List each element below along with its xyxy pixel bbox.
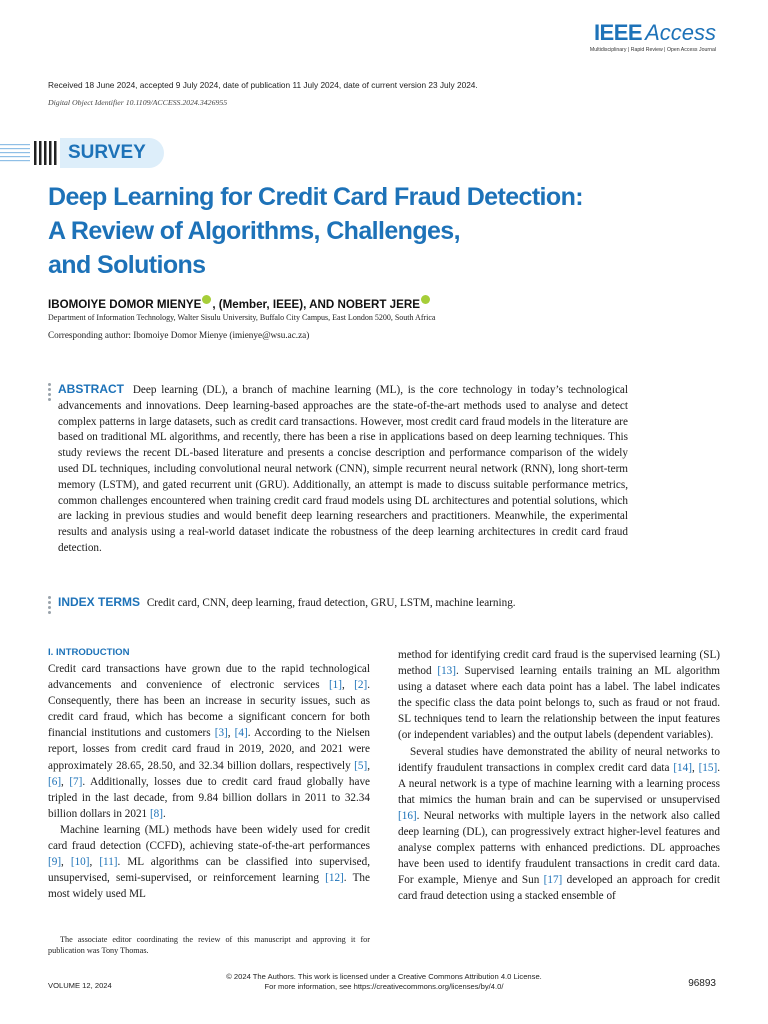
ieee-access-logo [590,20,716,53]
text-run: . A neural network is a type of machine learning with a learning process that mimics the human brain and can be supervised or unsupervised [398,761,721,806]
department: Department of Information Technology, Walter Sisulu University, Buffalo City Campus, East London 5200, South Africa [48,313,436,322]
license-footer [0,972,768,991]
paper-title [48,180,688,282]
text-run: . Supervised learning entails training an ML algorithm using a dataset where each data point has a label. The label indicates the specific class the data point belongs to, such as fraud or not fraud. SL techniques tend to learn the relationship between the input features (or independent variables) and the output labels (dependent variables). [398,665,721,742]
text-run: , [691,761,699,774]
title-line-2: A Review of Algorithms, Challenges, [48,217,460,245]
abstract-text: Deep learning (DL), a branch of machine learning (ML), is the core technology in today’s technological advancements and innovations. Deep learning-based approaches are the state-of-the-art methods used to analyse and detect complex patterns in large datasets, such as credit card transactions. However, most credit card fraud models in the literature are based on traditional ML algorithms, and recently, there has been a rise in applications based on deep learning techniques. This study reviews the recent DL-based literature and presents a concise description and performance comparison of the widely used DL techniques, including convolutional neural network (CNN), simple recurrent neural network (RNN), long short-term memory (LSTM), and gated recurrent unit (GRU). Additionally, an attempt is made to discuss suitable performance metrics, common challenges encountered when training credit card fraud models using DL architectures and potential solutions, which are lacking in previous studies and would benefit deep learning researchers and practitioners. Meanwhile, the experimental results and analysis using a real-world dataset indicate the robustness of the deep learning architectures in credit card fraud detection. [58,384,629,554]
citation-link[interactable]: [2] [354,679,368,692]
logo-tagline: Multidisciplinary | Rapid Review | Open Access Journal [589,47,716,53]
author-affiliation-and-author-2: , (Member, IEEE), AND NOBERT JERE [212,298,420,311]
citation-link[interactable]: [1] [328,679,342,692]
text-run: , [342,679,355,692]
citation-link[interactable]: [3] [214,727,228,740]
doi: Digital Object Identifier 10.1109/ACCESS.2024.3426955 [48,98,228,107]
text-run: , [61,856,71,869]
citation-link[interactable]: [7] [69,775,83,788]
text-run: , [227,727,235,740]
text-run: . Consequently, there has been an increase in security issues, such as credit card fraud, which has become a significant concern for both financial institutions and customers [48,679,370,740]
logo-ieee-text: IEEE [593,20,643,45]
text-run: . Neural networks with multiple layers in the network also called deep learning (DL), can progressively extract higher-level features and analyse complex patterns with enhanced predictions. DL approaches have been used to identify fraudulent transactions in credit card data. For example, Mienye and Sun [398,809,720,887]
text-run: , [89,856,100,869]
text-run: . According to the Nielsen report, losses from credit card fraud in 2019, 2020, and 2021 were approximately 28.65, 28.50, and 32.34 billion dollars, respectively [48,727,371,772]
citation-link[interactable]: [16] [398,809,417,822]
volume-label: VOLUME 12, 2024 [48,981,112,990]
survey-bars-icon [0,138,60,168]
left-column [48,646,370,902]
title-line-3: and Solutions [48,251,206,279]
intro-paragraph-2 [48,822,370,902]
orcid-icon[interactable] [202,295,211,304]
citation-link[interactable]: [4] [234,727,248,740]
footnote [48,934,370,956]
citation-link[interactable]: [11] [99,856,118,869]
text-run: developed an approach for credit card fraud detection using a stacked ensemble of [398,874,720,903]
license-line-1: © 2024 The Authors. This work is licensed under a Creative Commons Attribution 4.0 License. [226,972,542,981]
license-line-2[interactable]: For more information, see https://creativecommons.org/licenses/by/4.0/ [264,981,504,991]
text-run: . Additionally, losses due to credit card fraud globally have tripled in the last decade, from 9.84 billion dollars in 2011 to 32.34 billion dollars in 2021 [48,775,370,820]
received-dates: Received 18 June 2024, accepted 9 July 2024, date of publication 11 July 2024, date of current version 23 July 2024. [48,80,478,90]
citation-link[interactable]: [14] [673,761,692,774]
text-run: , [367,759,370,772]
citation-link[interactable]: [17] [543,874,563,887]
text-run: . [162,807,166,820]
text-run: . ML algorithms can be classified into supervised, unsupervised, semi-supervised, or reinforcement learning [48,856,371,885]
right-column [398,647,720,905]
index-terms-heading: INDEX TERMS [58,595,141,609]
text-run: Machine learning (ML) methods have been widely used for credit card fraud detection (CCFD), achieving state-of-the-art performances [48,823,370,853]
abstract-heading: ABSTRACT [58,382,124,396]
page-number: 96893 [688,978,716,989]
text-run: Several studies have demonstrated the ability of neural networks to identify fraudulent transactions in complex credit card data [398,745,720,774]
title-line-1: Deep Learning for Credit Card Fraud Detection: [48,183,583,211]
citation-link[interactable]: [5] [354,759,368,772]
corresponding-author: Corresponding author: Ibomoiye Domor Mienye (imienye@wsu.ac.za) [48,330,310,340]
index-dots-icon [48,596,52,616]
text-run: method for identifying credit card fraud is the supervised learning (SL) method [398,649,720,678]
text-run: , [61,775,70,788]
intro-paragraph-3 [398,647,720,744]
citation-link[interactable]: [15] [698,761,718,774]
citation-link[interactable]: [9] [48,856,62,869]
citation-link[interactable]: [6] [48,775,62,788]
abstract-dots-icon [48,383,52,403]
index-terms [58,595,678,609]
text-run: . The most widely used ML [48,872,370,901]
section-heading-introduction: I. INTRODUCTION [48,647,130,658]
text-run: Credit card transactions have grown due to the rapid technological advancements and convenience of electronic services [48,663,370,692]
orcid-icon[interactable] [421,295,430,304]
citation-link[interactable]: [8] [149,807,163,820]
abstract [58,382,628,557]
logo-access-text: Access [645,20,716,45]
author-line [48,295,431,311]
footnote-text: The associate editor coordinating the review of this manuscript and approving it for publication was Tony Thomas. [48,935,370,955]
citation-link[interactable]: [10] [70,856,90,869]
survey-label: SURVEY [60,138,164,168]
index-terms-text: Credit card, CNN, deep learning, fraud detection, GRU, LSTM, machine learning. [146,597,516,609]
citation-link[interactable]: [13] [437,665,456,678]
intro-paragraph-4 [398,744,720,905]
intro-paragraph-1 [48,661,370,822]
citation-link[interactable]: [12] [325,872,344,885]
author-1: IBOMOIYE DOMOR MIENYE [48,298,202,311]
